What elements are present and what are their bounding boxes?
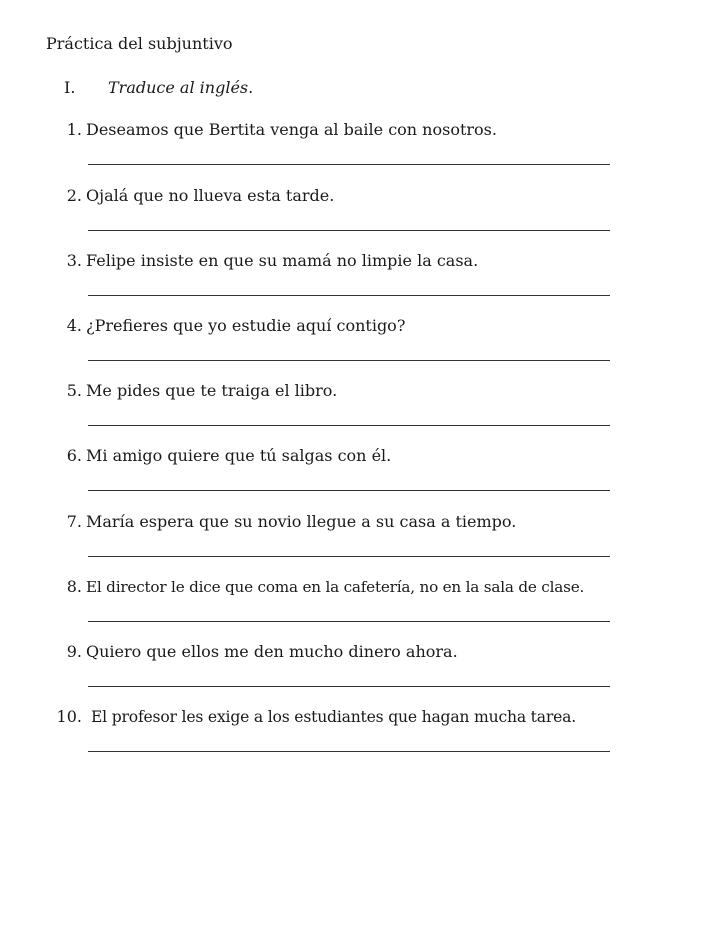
exercise-item-7 [0,512,728,572]
section-instruction: Traduce al inglés. [108,78,254,97]
answer-line[interactable] [88,686,610,687]
section-numeral: I. [64,78,76,97]
answer-line[interactable] [88,621,610,622]
answer-line[interactable] [88,556,610,557]
item-sentence: Me pides que te traiga el libro. [86,381,338,400]
item-number: 8. [66,577,82,596]
exercise-item-8 [0,577,728,637]
item-number: 10. [56,707,82,726]
exercise-item-3 [0,251,728,311]
item-sentence: ¿Prefieres que yo estudie aquí contigo? [86,316,406,335]
exercise-item-4 [0,316,728,376]
exercise-item-10 [0,707,728,767]
item-sentence: Mi amigo quiere que tú salgas con él. [86,446,392,465]
exercise-item-2 [0,186,728,246]
item-sentence: Ojalá que no llueva esta tarde. [86,186,335,205]
item-sentence: El director le dice que coma en la cafetería, no en la sala de clase. [86,578,585,596]
item-number: 1. [66,120,82,139]
item-number: 6. [66,446,82,465]
item-sentence: Quiero que ellos me den mucho dinero ahora. [86,642,458,661]
item-number: 3. [66,251,82,270]
exercise-item-5 [0,381,728,441]
item-number: 5. [66,381,82,400]
answer-line[interactable] [88,425,610,426]
item-sentence: María espera que su novio llegue a su casa a tiempo. [86,512,517,531]
item-sentence: El profesor les exige a los estudiantes que hagan mucha tarea. [91,708,576,726]
item-number: 2. [66,186,82,205]
answer-line[interactable] [88,360,610,361]
answer-line[interactable] [88,230,610,231]
section-heading [64,78,253,98]
item-sentence: Felipe insiste en que su mamá no limpie la casa. [86,251,479,270]
document-title: Práctica del subjuntivo [46,34,233,53]
answer-line[interactable] [88,295,610,296]
exercise-item-9 [0,642,728,702]
item-number: 7. [66,512,82,531]
answer-line[interactable] [88,490,610,491]
exercise-item-6 [0,446,728,506]
item-sentence: Deseamos que Bertita venga al baile con nosotros. [86,120,497,139]
answer-line[interactable] [88,164,610,165]
item-number: 9. [66,642,82,661]
answer-line[interactable] [88,751,610,752]
exercise-item-1 [0,120,728,180]
item-number: 4. [66,316,82,335]
